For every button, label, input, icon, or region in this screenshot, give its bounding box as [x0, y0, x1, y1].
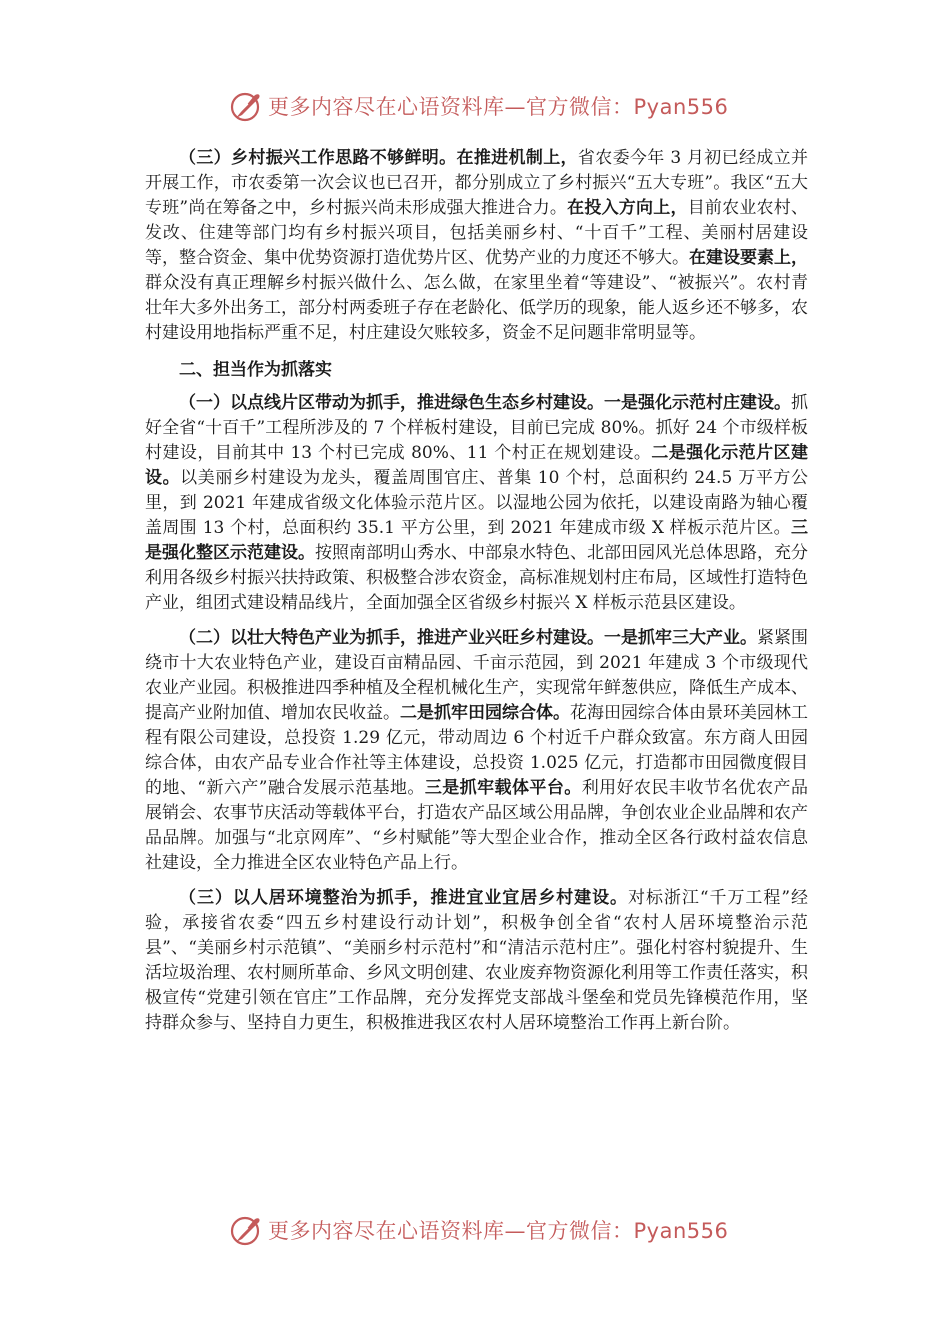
para-lead: （三）乡村振兴工作思路不够鲜明。: [179, 148, 457, 168]
bold-phrase: 在推进机制上，: [456, 148, 578, 168]
para-text: 花海田园综合体由景环美园林工程有限公司建设，总投资 1.29 亿元，带动周边 6 个村近千户群众致富。东方商人田园综合体，由农产品专业合作社等主体建设，总投资 1.025 亿元，打造都市田园微度假目的地、“新六产”融合发展示范基地。: [145, 703, 808, 798]
para-text: 省农委今年 3 月初已经成立并开展工作，市农委第一次会议也已召开，都分别成立了乡村振兴“五大专班”。我区“五大专班”尚在筹备之中，乡村振兴尚未形成强大推进合力。: [145, 148, 808, 218]
watermark-header: [228, 86, 728, 126]
paragraph-measure-2: [145, 626, 808, 876]
watermark-text: 更多内容尽在心语资料库—官方微信：Pyan556: [268, 95, 729, 119]
watermark-footer: [228, 1210, 728, 1250]
quill-circle-icon: [228, 88, 264, 124]
bold-phrase: 在建设要素上，: [689, 248, 808, 268]
bold-phrase: 三是强化整区示范建设。: [145, 518, 808, 563]
paragraph-measure-1: [145, 391, 808, 616]
para-text: 紧紧围绕市十大农业特色产业，建设百亩精品园、千亩示范园，到 2021 年建成 3 个市级现代农业产业园。积极推进四季种植及全程机械化生产，实现常年鲜葱供应，降低生产成本、提高产业附加值、增加农民收益。: [145, 628, 808, 723]
para-text: 群众没有真正理解乡村振兴做什么、怎么做，在家里坐着“等建设”、“被振兴”。农村青壮年大多外出务工，部分村两委班子存在老龄化、低学历的现象，能人返乡还不够多，农村建设用地指标严重不足，村庄建设欠账较多，资金不足问题非常明显等。: [145, 273, 808, 343]
para-lead: （二）以壮大特色产业为抓手，推进产业兴旺乡村建设。一是抓牢三大产业。: [179, 628, 757, 648]
bold-phrase: 三是抓牢载体平台。: [424, 778, 582, 798]
para-lead: （一）以点线片区带动为抓手，推进绿色生态乡村建设。一是强化示范村庄建设。: [179, 393, 791, 413]
para-text: 抓好全省“十百千”工程所涉及的 7 个样板村建设，目前已完成 80%。抓好 24 个市级样板村建设，目前其中 13 个村已完成 80%、11 个村正在规划建设。: [145, 393, 808, 463]
watermark-text: 更多内容尽在心语资料库—官方微信：Pyan556: [268, 1219, 729, 1243]
section-heading: 二、担当作为抓落实: [179, 360, 332, 380]
para-text: 以美丽乡村建设为龙头，覆盖周围官庄、普集 10 个村，总面积约 24.5 万平方公里，到 2021 年建成省级文化体验示范片区。以湿地公园为依托，以建设南路为轴心覆盖周围 13 个村，总面积约 35.1 平方公里，到 2021 年建成市级 X 样板示范片区。: [145, 468, 808, 538]
para-text: 目前农业农村、发改、住建等部门均有乡村振兴项目，包括美丽乡村、“十百千”工程、美丽村居建设等，整合资金、集中优势资源打造优势片区、优势产业的力度还不够大。: [145, 198, 808, 268]
quill-circle-icon: [228, 1212, 264, 1248]
document-body: [145, 146, 808, 1036]
paragraph-problem-3: [145, 146, 808, 346]
paragraph-measure-3: [145, 886, 808, 1036]
bold-phrase: 在投入方向上，: [567, 198, 688, 218]
para-lead: （三）以人居环境整治为抓手，推进宜业宜居乡村建设。: [179, 888, 629, 908]
para-text: 按照南部明山秀水、中部泉水特色、北部田园风光总体思路，充分利用各级乡村振兴扶持政策、积极整合涉农资金，高标准规划村庄布局，区域性打造特色产业，组团式建设精品线片，全面加强全区省级乡村振兴 X 样板示范县区建设。: [145, 543, 808, 613]
bold-phrase: 二是抓牢田园综合体。: [400, 703, 570, 723]
para-text: 利用好农民丰收节名优农产品展销会、农事节庆活动等载体平台，打造农产品区域公用品牌，争创农业企业品牌和农产品品牌。加强与“北京网库”、“乡村赋能”等大型企业合作，推动全区各行政村益农信息社建设，全力推进全区农业特色产品上行。: [145, 778, 808, 873]
bold-phrase: 二是强化示范片区建设。: [145, 443, 809, 488]
para-text: 对标浙江“千万工程”经验，承接省农委“四五乡村建设行动计划”，积极争创全省“农村人居环境整治示范县”、“美丽乡村示范镇”、“美丽乡村示范村”和“清洁示范村庄”。强化村容村貌提升、生活垃圾治理、农村厕所革命、乡风文明创建、农业废弃物资源化利用等工作责任落实，积极宣传“党建引领在官庄”工作品牌，充分发挥党支部战斗堡垒和党员先锋模范作用，坚持群众参与、坚持自力更生，积极推进我区农村人居环境整治工作再上新台阶。: [145, 888, 808, 1033]
